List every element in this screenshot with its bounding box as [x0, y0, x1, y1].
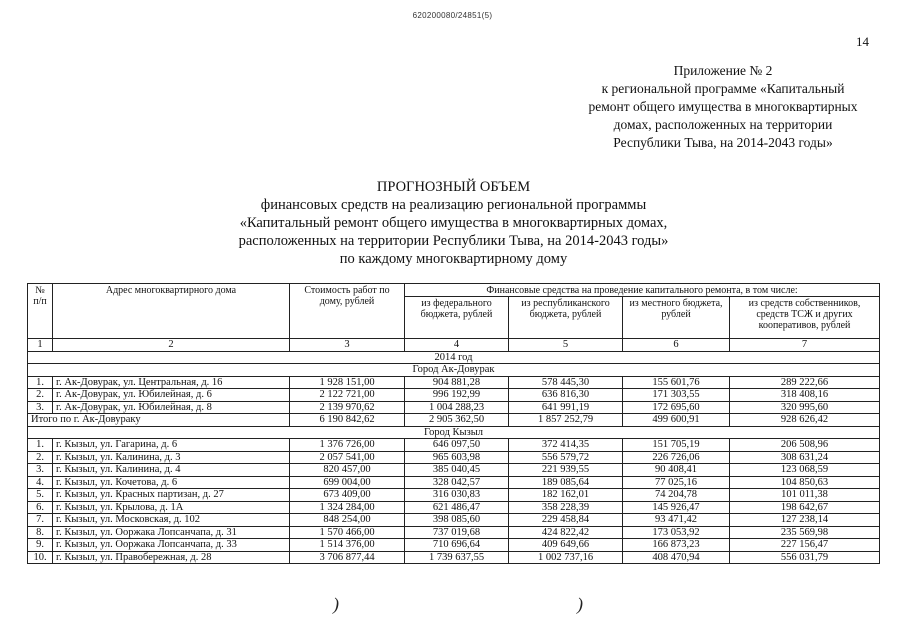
header-funds-group: Финансовые средства на проведение капитального ремонта, в том числе:: [405, 284, 880, 297]
year-label: 2014 год: [28, 351, 880, 364]
appendix-line: Республики Тыва, на 2014-2043 годы»: [613, 135, 833, 150]
city-header-row: [28, 364, 880, 377]
row-cost: 1 324 284,00: [290, 501, 405, 514]
row-number: 10.: [28, 551, 53, 564]
table-row: [28, 514, 880, 527]
row-federal: 737 019,68: [405, 526, 509, 539]
row-cost: 673 409,00: [290, 489, 405, 502]
heading-line: «Капитальный ремонт общего имущества в многоквартирных домах,: [239, 215, 668, 231]
row-republic: 578 445,30: [509, 376, 623, 389]
row-local: 77 025,16: [623, 476, 730, 489]
header-address: Адрес многоквартирного дома: [53, 284, 290, 339]
row-number: 1.: [28, 439, 53, 452]
row-local: 172 695,60: [623, 401, 730, 414]
header-federal: из федерального бюджета, рублей: [405, 297, 509, 339]
appendix-block: [555, 62, 891, 152]
row-local: 93 471,42: [623, 514, 730, 527]
row-address: г. Кызыл, ул. Московская, д. 102: [53, 514, 290, 527]
total-row: [28, 414, 880, 427]
row-address: г. Ак-Довурак, ул. Юбилейная, д. 6: [53, 389, 290, 402]
row-own: 227 156,47: [730, 539, 880, 552]
row-own: 320 995,60: [730, 401, 880, 414]
row-number: 4.: [28, 476, 53, 489]
row-federal: 621 486,47: [405, 501, 509, 514]
table-row: [28, 464, 880, 477]
table-row: [28, 376, 880, 389]
header-row: [28, 284, 880, 297]
row-cost: 1 514 376,00: [290, 539, 405, 552]
year-row: [28, 351, 880, 364]
row-republic: 556 579,72: [509, 451, 623, 464]
document-id: 620200080/24851(5): [412, 11, 493, 20]
total-label: Итого по г. Ак-Довураку: [28, 414, 290, 427]
handwritten-mark: ): [577, 594, 583, 614]
row-own: 101 011,38: [730, 489, 880, 502]
column-number: 3: [290, 339, 405, 352]
row-republic: 189 085,64: [509, 476, 623, 489]
header-own: из средств собственников, средств ТСЖ и других кооперативов, рублей: [730, 297, 880, 339]
row-republic: 409 649,66: [509, 539, 623, 552]
row-federal: 904 881,28: [405, 376, 509, 389]
row-address: г. Кызыл, ул. Калинина, д. 3: [53, 451, 290, 464]
appendix-line: домах, расположенных на территории: [613, 117, 833, 132]
appendix-title: Приложение № 2: [673, 63, 773, 78]
heading-line: расположенных на территории Республики Тыва, на 2014-2043 годы»: [238, 233, 669, 249]
row-cost: 2 122 721,00: [290, 389, 405, 402]
header-republic: из республиканского бюджета, рублей: [509, 297, 623, 339]
appendix-line: ремонт общего имущества в многоквартирных: [588, 99, 858, 114]
row-address: г. Ак-Довурак, ул. Юбилейная, д. 8: [53, 401, 290, 414]
table-row: [28, 539, 880, 552]
row-local: 166 873,23: [623, 539, 730, 552]
row-number: 3.: [28, 401, 53, 414]
row-republic: 358 228,39: [509, 501, 623, 514]
column-number: 2: [53, 339, 290, 352]
row-federal: 646 097,50: [405, 439, 509, 452]
column-number: 5: [509, 339, 623, 352]
row-number: 9.: [28, 539, 53, 552]
row-number: 2.: [28, 389, 53, 402]
row-cost: 1 928 151,00: [290, 376, 405, 389]
table-row: [28, 389, 880, 402]
page-number: 14: [856, 34, 869, 49]
row-own: 123 068,59: [730, 464, 880, 477]
row-cost: 1 570 466,00: [290, 526, 405, 539]
row-number: 3.: [28, 464, 53, 477]
table-row: [28, 501, 880, 514]
row-local: 74 204,78: [623, 489, 730, 502]
heading-line: по каждому многоквартирному дому: [339, 251, 568, 267]
row-address: г. Кызыл, ул. Гагарина, д. 6: [53, 439, 290, 452]
row-republic: 372 414,35: [509, 439, 623, 452]
row-local: 226 726,06: [623, 451, 730, 464]
column-number-row: [28, 339, 880, 352]
table-row: [28, 439, 880, 452]
table-body: [28, 364, 880, 564]
row-local: 155 601,76: [623, 376, 730, 389]
funding-table: [27, 283, 880, 564]
row-cost: 820 457,00: [290, 464, 405, 477]
row-own: 127 238,14: [730, 514, 880, 527]
row-address: г. Кызыл, ул. Калинина, д. 4: [53, 464, 290, 477]
document-heading: [205, 178, 702, 268]
row-own: 104 850,63: [730, 476, 880, 489]
table-row: [28, 489, 880, 502]
row-number: 1.: [28, 376, 53, 389]
row-cost: 3 706 877,44: [290, 551, 405, 564]
row-cost: 848 254,00: [290, 514, 405, 527]
row-address: г. Кызыл, ул. Ооржака Лопсанчапа, д. 33: [53, 539, 290, 552]
row-federal: 1 004 288,23: [405, 401, 509, 414]
column-number: 1: [28, 339, 53, 352]
header-cost: Стоимость работ по дому, рублей: [290, 284, 405, 339]
row-own: 556 031,79: [730, 551, 880, 564]
table-row: [28, 551, 880, 564]
header-local: из местного бюджета, рублей: [623, 297, 730, 339]
row-federal: 1 739 637,55: [405, 551, 509, 564]
table-row: [28, 401, 880, 414]
table-row: [28, 476, 880, 489]
city-label: Город Кызыл: [28, 426, 880, 439]
row-own: 198 642,67: [730, 501, 880, 514]
row-local: 171 303,55: [623, 389, 730, 402]
row-federal: 328 042,57: [405, 476, 509, 489]
row-republic: 182 162,01: [509, 489, 623, 502]
header-num: № п/п: [28, 284, 53, 339]
row-republic: 424 822,42: [509, 526, 623, 539]
handwritten-mark: ): [333, 594, 339, 614]
row-number: 8.: [28, 526, 53, 539]
appendix-line: к региональной программе «Капитальный: [601, 81, 845, 96]
row-own: 289 222,66: [730, 376, 880, 389]
row-address: г. Кызыл, ул. Правобережная, д. 28: [53, 551, 290, 564]
row-cost: 1 376 726,00: [290, 439, 405, 452]
row-local: 145 926,47: [623, 501, 730, 514]
row-address: г. Кызыл, ул. Крылова, д. 1А: [53, 501, 290, 514]
row-federal: 316 030,83: [405, 489, 509, 502]
row-number: 7.: [28, 514, 53, 527]
column-number: 7: [730, 339, 880, 352]
row-own: 206 508,96: [730, 439, 880, 452]
total-republic: 1 857 252,79: [509, 414, 623, 427]
table-row: [28, 451, 880, 464]
total-federal: 2 905 362,50: [405, 414, 509, 427]
row-cost: 2 057 541,00: [290, 451, 405, 464]
row-own: 235 569,98: [730, 526, 880, 539]
row-cost: 699 004,00: [290, 476, 405, 489]
table-row: [28, 526, 880, 539]
row-own: 308 631,24: [730, 451, 880, 464]
row-republic: 1 002 737,16: [509, 551, 623, 564]
city-label: Город Ак-Довурак: [28, 364, 880, 377]
row-federal: 385 040,45: [405, 464, 509, 477]
total-own: 928 626,42: [730, 414, 880, 427]
city-header-row: [28, 426, 880, 439]
row-federal: 965 603,98: [405, 451, 509, 464]
row-republic: 229 458,84: [509, 514, 623, 527]
row-federal: 398 085,60: [405, 514, 509, 527]
row-address: г. Кызыл, ул. Кочетова, д. 6: [53, 476, 290, 489]
row-federal: 710 696,64: [405, 539, 509, 552]
row-address: г. Кызыл, ул. Красных партизан, д. 27: [53, 489, 290, 502]
row-address: г. Кызыл, ул. Ооржака Лопсанчапа, д. 31: [53, 526, 290, 539]
row-local: 151 705,19: [623, 439, 730, 452]
heading-title: ПРОГНОЗНЫЙ ОБЪЕМ: [376, 179, 531, 195]
row-republic: 641 991,19: [509, 401, 623, 414]
row-local: 173 053,92: [623, 526, 730, 539]
row-federal: 996 192,99: [405, 389, 509, 402]
row-republic: 636 816,30: [509, 389, 623, 402]
row-republic: 221 939,55: [509, 464, 623, 477]
row-own: 318 408,16: [730, 389, 880, 402]
row-cost: 2 139 970,62: [290, 401, 405, 414]
row-number: 6.: [28, 501, 53, 514]
row-address: г. Ак-Довурак, ул. Центральная, д. 16: [53, 376, 290, 389]
row-local: 90 408,41: [623, 464, 730, 477]
heading-line: финансовых средств на реализацию региональной программы: [260, 197, 647, 213]
total-local: 499 600,91: [623, 414, 730, 427]
column-number: 6: [623, 339, 730, 352]
row-number: 5.: [28, 489, 53, 502]
column-number: 4: [405, 339, 509, 352]
total-cost: 6 190 842,62: [290, 414, 405, 427]
row-number: 2.: [28, 451, 53, 464]
row-local: 408 470,94: [623, 551, 730, 564]
